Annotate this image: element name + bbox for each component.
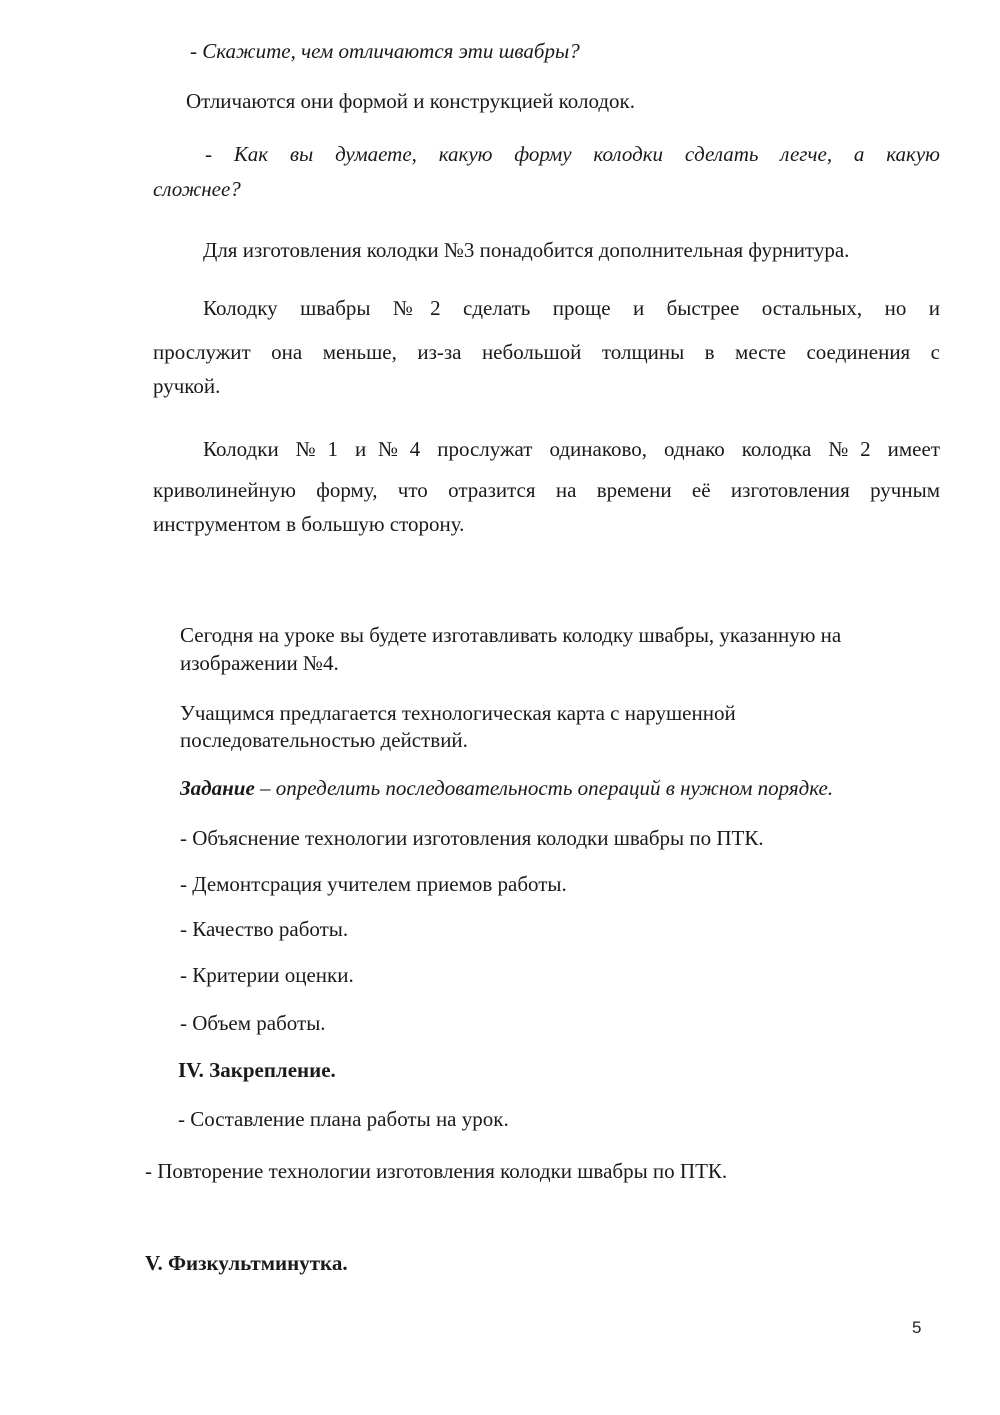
list-item: - Объем работы. bbox=[180, 1011, 326, 1035]
paragraph-block-2-line-3: ручкой. bbox=[153, 374, 221, 398]
answer-difference: Отличаются они формой и конструкцией колодок. bbox=[186, 89, 635, 113]
list-item: - Качество работы. bbox=[180, 917, 349, 941]
list-item: - Объяснение технологии изготовления колодки швабры по ПТК. bbox=[180, 826, 764, 850]
task-text: – определить последовательность операций в нужном порядке. bbox=[254, 776, 834, 800]
list-item: - Критерии оценки. bbox=[180, 963, 354, 987]
question-shape-line-1: - Как вы думаете, какую форму колодки сделать легче, а какую bbox=[205, 142, 940, 166]
today-line-1: Сегодня на уроке вы будете изготавливать колодку швабры, указанную на bbox=[180, 623, 842, 647]
paragraph-block-2-line-2: прослужит она меньше, из-за небольшой толщины в месте соединения с bbox=[153, 340, 940, 364]
section-heading-5: V. Физкультминутка. bbox=[145, 1251, 348, 1275]
task-label: Задание bbox=[180, 776, 255, 800]
repeat-item: - Повторение технологии изготовления колодки швабры по ПТК. bbox=[145, 1159, 728, 1183]
paragraph-block-1-4-line-3: инструментом в большую сторону. bbox=[153, 512, 465, 536]
section-heading-4: IV. Закрепление. bbox=[178, 1058, 336, 1082]
paragraph-block-2-line-1: Колодку швабры №2 сделать проще и быстрее остальных, но и bbox=[203, 296, 940, 320]
task-statement bbox=[180, 775, 833, 801]
tech-card-line-1: Учащимся предлагается технологическая карта с нарушенной bbox=[180, 701, 736, 725]
tech-card-line-2: последовательностью действий. bbox=[180, 728, 468, 752]
page-number: 5 bbox=[912, 1318, 922, 1337]
question-difference: - Скажите, чем отличаются эти швабры? bbox=[190, 39, 580, 63]
question-shape-line-2: сложнее? bbox=[153, 177, 241, 201]
paragraph-block-1-4-line-1: Колодки №1 и№4 прослужат одинаково, однако колодка №2 имеет bbox=[203, 437, 940, 461]
paragraph-block-3: Для изготовления колодки №3 понадобится дополнительная фурнитура. bbox=[203, 238, 850, 262]
today-line-2: изображении №4. bbox=[180, 651, 339, 675]
plan-item: - Составление плана работы на урок. bbox=[178, 1107, 509, 1131]
paragraph-block-1-4-line-2: криволинейную форму, что отразится на времени её изготовления ручным bbox=[153, 478, 940, 502]
list-item: - Демонтсрация учителем приемов работы. bbox=[180, 872, 567, 896]
